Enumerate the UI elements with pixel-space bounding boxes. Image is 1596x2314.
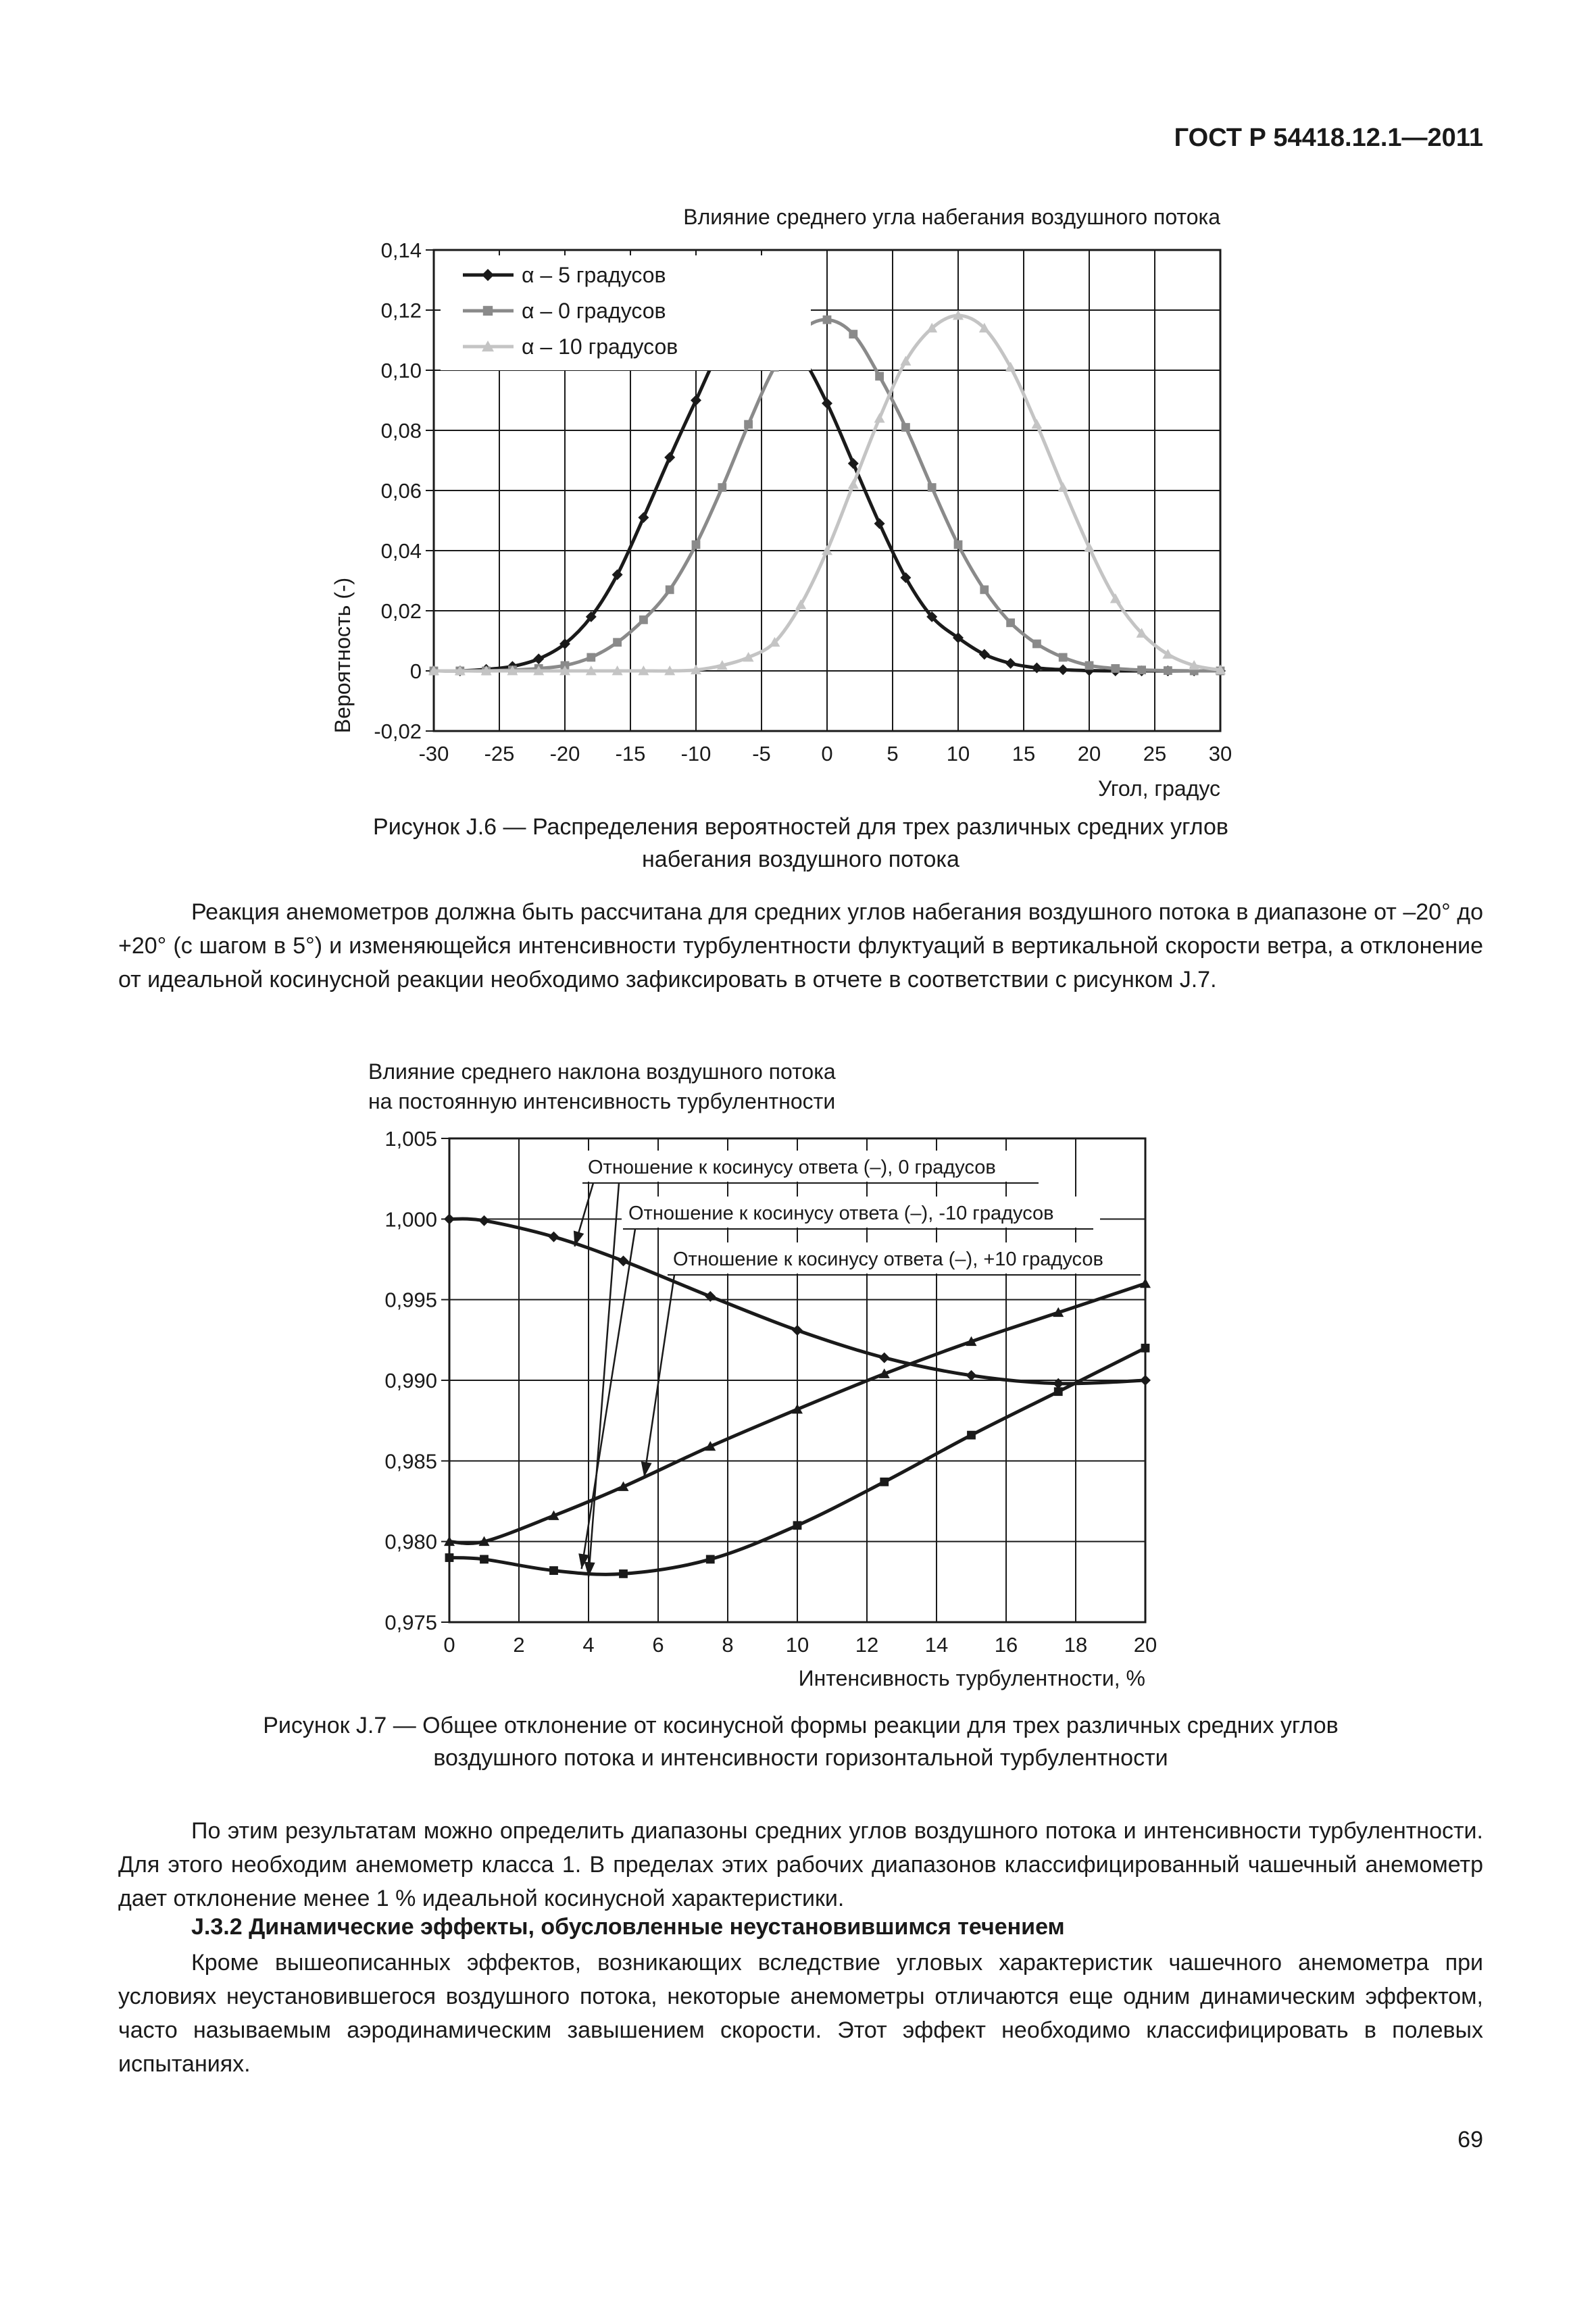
chart2-x-tick-label: 18 — [1064, 1633, 1088, 1657]
chart1-data-point — [1111, 664, 1120, 673]
section-heading: J.3.2 Динамические эффекты, обусловленные неустановившимся течением — [191, 1914, 1065, 1940]
chart1-y-tick-label: 0,10 — [380, 359, 422, 382]
chart1-x-tick-label: 0 — [821, 742, 833, 765]
chart1-x-tick-label: 25 — [1143, 742, 1167, 765]
chart2-data-point — [966, 1370, 977, 1381]
chart1-x-tick-label: 30 — [1208, 742, 1232, 765]
chart1-x-tick-label: -25 — [484, 742, 515, 765]
chart2-y-tick-label: 0,985 — [384, 1449, 437, 1474]
chart2-title-line2: на постоянную интенсивность турбулентности — [368, 1089, 836, 1113]
figure-j6-chart — [297, 189, 1270, 818]
chart1-x-tick-label: -20 — [549, 742, 580, 765]
chart2-x-tick-label: 12 — [855, 1633, 879, 1657]
chart2-series-label: Отношение к косинусу ответа (–), -10 градусов — [628, 1203, 1054, 1224]
chart2-data-point — [618, 1255, 629, 1266]
chart1-data-point — [639, 615, 648, 624]
chart2-data-point — [480, 1555, 489, 1564]
chart1-legend-label: α – 5 градусов — [522, 263, 666, 287]
chart1-data-point — [666, 585, 674, 594]
chart2-data-point — [549, 1566, 558, 1575]
chart1-legend-label: α – 10 градусов — [522, 334, 678, 359]
chart2-x-tick-label: 4 — [582, 1633, 595, 1657]
chart2-leader-line — [582, 1229, 635, 1569]
figure-j7-caption — [118, 1709, 1483, 1774]
chart1-data-point — [1032, 640, 1041, 649]
chart1-x-axis-label: Угол, градус — [1098, 776, 1220, 801]
chart2-series-labels — [574, 1151, 1147, 1577]
paragraph-1 — [118, 895, 1483, 997]
chart2-y-tick-label: 0,990 — [384, 1369, 437, 1392]
chart1-x-tick-label: -10 — [680, 742, 712, 765]
chart2-data-point — [619, 1569, 628, 1578]
chart1-legend-label: α – 0 градусов — [522, 299, 666, 323]
chart1-legend-marker — [483, 306, 493, 316]
chart2-x-tick-label: 6 — [652, 1633, 664, 1657]
chart1-data-point — [875, 372, 884, 381]
chart2-x-tick-label: 0 — [443, 1633, 455, 1657]
chart2-data-point — [1054, 1387, 1063, 1396]
chart2-leader-line — [644, 1275, 674, 1477]
chart1-y-tick-label: 0 — [409, 659, 422, 683]
chart1-data-point — [901, 423, 910, 432]
chart1-data-point — [692, 540, 701, 549]
figure-j6-caption — [118, 811, 1483, 876]
paragraph-2-text: По этим результатам можно определить диапазоны средних углов воздушного потока и интенсивности турбулентности. Для этого необходим анемометр класса 1. В пределах этих рабочих диапазонов классифицированный чашечный анемометр дает отклонение менее 1 % идеальной косинусной характеристики. — [118, 1818, 1483, 1911]
chart2-data-point — [706, 1555, 715, 1564]
chart1-data-point — [744, 420, 753, 429]
paragraph-1-text: Реакция анемометров должна быть рассчитана для средних углов набегания воздушного потока в диапазоне от –20° до +20° (с шагом в 5°) и изменяющейся интенсивности турбулентности флуктуаций в вертикальной скорости ветра, а отклонение от идеальной косинусной реакции необходимо зафиксировать в отчете в соответствии с рисунком J.7. — [118, 899, 1483, 992]
chart2-data-point — [879, 1353, 890, 1363]
chart1-data-point — [613, 638, 622, 647]
chart1-x-tick-label: 5 — [887, 742, 899, 765]
figure-j7-caption-line1: Рисунок J.7 — Общее отклонение от косинусной формы реакции для трех различных средних углов — [263, 1713, 1339, 1738]
chart1-data-point — [1164, 666, 1172, 675]
chart2-data-point — [967, 1431, 976, 1440]
chart2-x-tick-label: 16 — [994, 1633, 1018, 1657]
chart2-y-tick-label: 1,005 — [384, 1127, 437, 1151]
chart1-data-point — [1006, 618, 1015, 627]
chart1-x-tick-label: -5 — [752, 742, 771, 765]
figure-j7-caption-line2: воздушного потока и интенсивности горизонтальной турбулентности — [433, 1745, 1168, 1771]
paragraph-2 — [118, 1814, 1483, 1915]
chart1-data-point — [954, 540, 963, 549]
chart2-x-tick-label: 20 — [1133, 1633, 1157, 1657]
chart1-x-tick-label: 15 — [1012, 742, 1036, 765]
chart1-data-point — [1085, 661, 1094, 670]
chart1-x-tick-label: 20 — [1077, 742, 1101, 765]
chart1-y-tick-label: 0,08 — [380, 419, 422, 443]
page-number: 69 — [1457, 2127, 1483, 2153]
chart1-y-tick-label: 0,04 — [380, 539, 422, 563]
chart1-data-point — [928, 483, 937, 492]
chart1-data-point — [980, 585, 989, 594]
chart1-data-point — [1059, 653, 1068, 662]
chart2-y-tick-label: 0,980 — [384, 1530, 437, 1554]
document-header: ГОСТ Р 54418.12.1—2011 — [1174, 124, 1483, 152]
chart2-x-axis-label: Интенсивность турбулентности, % — [798, 1666, 1145, 1690]
paragraph-3-text: Кроме вышеописанных эффектов, возникающих вследствие угловых характеристик чашечного анемометра при условиях неустановившегося воздушного потока, некоторые анемометры отличаются еще одним динамическим эффектом, часто называемым аэродинамическим завышением скорости. Этот эффект необходимо классифицировать в полевых испытаниях. — [118, 1950, 1483, 2077]
chart1-data-point — [718, 483, 726, 492]
chart2-x-tick-label: 2 — [513, 1633, 525, 1657]
chart2-x-tick-label: 8 — [722, 1633, 734, 1657]
paragraph-3 — [118, 1946, 1483, 2081]
chart2-x-tick-label: 14 — [924, 1633, 949, 1657]
figure-j6-caption-line2: набегания воздушного потока — [642, 847, 959, 872]
chart2-data-point — [793, 1521, 802, 1530]
chart1-y-tick-label: -0,02 — [374, 720, 422, 743]
figure-j6-caption-line1: Рисунок J.6 — Распределения вероятностей для трех различных средних углов — [373, 814, 1228, 840]
chart1-y-tick-label: 0,06 — [380, 479, 422, 503]
chart1-data-point — [823, 316, 832, 324]
chart1-x-tick-label: 10 — [946, 742, 970, 765]
chart2-title-line1: Влияние среднего наклона воздушного потока — [368, 1059, 836, 1084]
chart2-series-label: Отношение к косинусу ответа (–), +10 градусов — [673, 1249, 1103, 1270]
chart1-data-point — [587, 653, 595, 662]
chart1-data-point — [849, 330, 857, 338]
chart1-y-tick-label: 0,14 — [380, 238, 422, 262]
chart1-y-tick-label: 0,02 — [380, 599, 422, 623]
chart2-y-tick-label: 0,975 — [384, 1611, 437, 1634]
chart2-data-point — [880, 1478, 889, 1486]
chart2-data-point — [479, 1215, 490, 1226]
chart1-y-tick-label: 0,12 — [380, 299, 422, 322]
chart2-data-point — [792, 1325, 803, 1336]
chart1-x-tick-label: -30 — [418, 742, 449, 765]
chart1-x-tick-label: -15 — [615, 742, 646, 765]
chart1-title: Влияние среднего угла набегания воздушного потока — [683, 205, 1220, 229]
chart2-y-tick-label: 0,995 — [384, 1288, 437, 1312]
chart2-x-tick-label: 10 — [785, 1633, 809, 1657]
figure-j7-chart — [365, 1051, 1176, 1699]
chart2-series-label: Отношение к косинусу ответа (–), 0 градусов — [588, 1157, 996, 1178]
chart2-y-tick-label: 1,000 — [384, 1207, 437, 1232]
chart2-data-point — [549, 1232, 559, 1242]
chart1-data-point — [1137, 665, 1146, 674]
chart1-y-axis-label: Вероятность (-) — [330, 577, 355, 734]
